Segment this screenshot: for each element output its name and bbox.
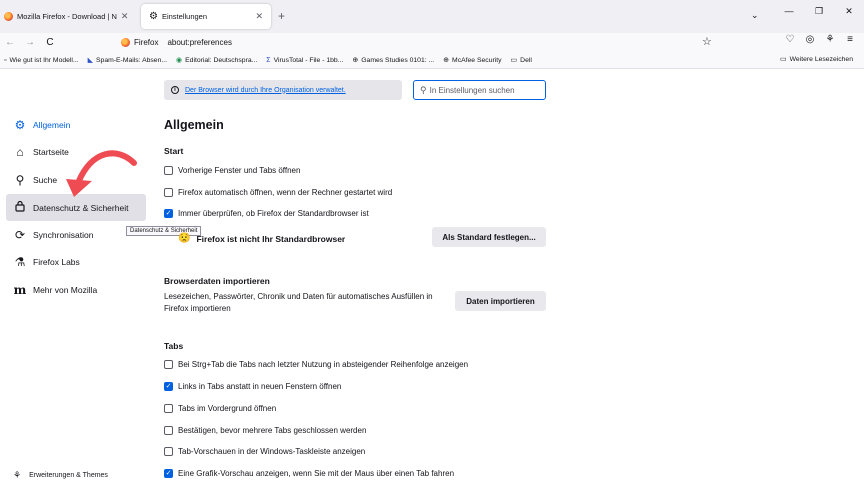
sidebar-item-label: Suche [33, 175, 58, 185]
home-icon: ⌂ [16, 145, 24, 159]
page-title: Allgemein [164, 118, 224, 132]
folder-icon: ▭ [510, 57, 518, 64]
gear-icon: ⚙ [14, 118, 26, 132]
page-icon: ▫ [4, 56, 7, 64]
checkbox-checked[interactable]: ✓ [165, 383, 172, 390]
search-icon: ⚲ [15, 173, 25, 187]
checkbox-label: Bestätigen, bevor mehrere Tabs geschlossen werden [178, 426, 367, 435]
tab-label: Einstellungen [161, 12, 208, 21]
virustotal-icon: Σ [266, 56, 271, 64]
bookmark-label: Wie gut ist Ihr Modell... [9, 56, 79, 64]
menu-icon[interactable]: ≡ [847, 34, 853, 45]
bookmark-item[interactable] [176, 56, 257, 64]
gear-icon: ⚙ [149, 11, 158, 22]
checkbox[interactable] [164, 404, 173, 413]
url-bar[interactable] [121, 33, 232, 52]
checkbox-check-default[interactable] [164, 209, 369, 218]
back-button[interactable]: ← [5, 37, 15, 48]
sync-icon: ⟳ [14, 228, 26, 242]
checkbox-label: Links in Tabs anstatt in neuen Fenstern öffnen [178, 382, 342, 391]
set-default-button[interactable]: Als Standard festlegen... [432, 227, 546, 247]
sidebar-item-general[interactable] [6, 112, 146, 138]
checkbox-confirm-close[interactable] [164, 426, 366, 435]
extensions-icon[interactable]: ⚘ [825, 34, 835, 45]
search-icon: ⚲ [420, 84, 427, 95]
bookmark-label: Editorial: Deutschspra... [185, 56, 258, 64]
site-identity[interactable] [121, 38, 158, 47]
minimize-button[interactable]: — [784, 6, 794, 16]
mozilla-m-icon: m [13, 283, 27, 297]
maximize-button[interactable]: ❐ [814, 6, 824, 16]
tab-strip [0, 0, 864, 33]
checkbox-label: Bei Strg+Tab die Tabs nach letzter Nutzung in absteigender Reihenfolge anzeigen [178, 360, 469, 369]
sidebar-extensions-themes[interactable] [13, 470, 108, 481]
tab-label: Mozilla Firefox - Download | N [17, 12, 117, 21]
bookmark-label: Games Studies 0101: ... [361, 56, 435, 64]
site-icon: ◉ [176, 57, 183, 64]
sidebar-item-firefox-labs[interactable] [6, 249, 146, 275]
folder-icon: ▭ [780, 56, 787, 63]
reload-button[interactable]: C [46, 37, 54, 48]
sidebar-item-label: Allgemein [33, 120, 71, 130]
sad-face-icon: 😟 [178, 233, 191, 244]
sidebar-extensions-label: Erweiterungen & Themes [29, 472, 108, 479]
section-heading-import: Browserdaten importieren [164, 276, 270, 286]
tooltip: Datenschutz & Sicherheit [126, 226, 201, 236]
forward-button[interactable]: → [25, 37, 35, 48]
firefox-logo-icon [121, 38, 130, 47]
settings-search-input[interactable] [413, 80, 546, 100]
checkbox-checked[interactable]: ✓ [165, 210, 172, 217]
default-browser-message: Firefox ist nicht Ihr Standardbrowser [196, 233, 346, 244]
tab-list-chevron-icon[interactable]: ⌄ [751, 10, 759, 20]
firefox-favicon-icon [4, 12, 13, 21]
policy-link[interactable]: Der Browser wird durch Ihre Organisation verwaltet. [185, 86, 346, 94]
checkbox-taskbar-previews[interactable] [164, 447, 365, 456]
close-tab-icon[interactable]: ✕ [255, 11, 263, 21]
bookmark-item[interactable] [88, 56, 167, 64]
sidebar-item-label: Mehr von Mozilla [33, 285, 98, 295]
checkbox-label: Tab-Vorschauen in der Windows-Taskleiste anzeigen [178, 447, 366, 456]
globe-icon: ⊕ [443, 57, 450, 64]
toolbar-right-icons [780, 34, 860, 45]
section-heading-tabs: Tabs [164, 341, 184, 351]
checkbox-foreground-tabs[interactable] [164, 404, 276, 413]
checkbox-links-in-tabs[interactable] [164, 382, 341, 391]
annotation-arrow [62, 147, 142, 199]
checkbox-hover-preview[interactable] [164, 469, 454, 478]
sidebar-item-label: Firefox Labs [33, 257, 80, 267]
section-heading-start: Start [164, 146, 184, 156]
other-bookmarks-label: Weitere Lesezeichen [789, 55, 853, 63]
tab-firefox-download[interactable] [0, 4, 138, 29]
sidebar-item-label: Synchronisation [33, 230, 94, 240]
checkbox[interactable] [164, 166, 173, 175]
sidebar-item-label: Datenschutz & Sicherheit [33, 202, 129, 213]
bookmark-item[interactable] [266, 57, 343, 64]
bookmark-folder[interactable] [511, 56, 532, 64]
puzzle-icon: ⚘ [13, 470, 22, 480]
mozilla-icon: ◣ [87, 57, 93, 64]
globe-icon: ⊕ [352, 57, 359, 64]
checkbox-autostart[interactable] [164, 188, 392, 197]
navigation-toolbar [0, 33, 864, 52]
window-controls [774, 6, 864, 17]
bookmarks-toolbar [0, 52, 864, 69]
bookmark-item[interactable] [4, 57, 79, 64]
close-tab-icon[interactable]: ✕ [120, 11, 129, 21]
bookmark-label: Spam-E-Mails: Absen... [96, 56, 168, 64]
checkbox[interactable] [164, 360, 173, 369]
import-data-button[interactable]: Daten importieren [455, 291, 546, 311]
lock-icon [13, 200, 27, 215]
checkbox-label: Immer überprüfen, ob Firefox der Standardbrowser ist [178, 209, 369, 218]
policy-notice [164, 80, 402, 100]
identity-label: Firefox [134, 38, 159, 47]
checkbox-label: Firefox automatisch öffnen, wenn der Rechner gestartet wird [178, 188, 393, 197]
new-tab-button[interactable]: + [278, 9, 286, 23]
bookmark-label: Dell [520, 56, 532, 64]
url-text[interactable]: about:preferences [167, 38, 232, 47]
checkbox-label: Eine Grafik-Vorschau anzeigen, wenn Sie mit der Maus über einen Tab fahren [178, 469, 455, 478]
checkbox[interactable] [164, 447, 173, 456]
default-browser-status [178, 233, 345, 244]
checkbox-checked[interactable]: ✓ [165, 470, 172, 477]
sidebar-item-sync[interactable] [6, 222, 146, 248]
info-icon: i [171, 86, 179, 94]
checkbox-label: Tabs im Vordergrund öffnen [178, 404, 277, 413]
checkbox[interactable] [164, 426, 173, 435]
checkbox-label: Vorherige Fenster und Tabs öffnen [178, 166, 301, 175]
checkbox-restore-session[interactable] [164, 166, 300, 175]
bookmark-label: VirusTotal - File - 1bb... [273, 56, 344, 64]
bookmark-label: McAfee Security [452, 56, 502, 64]
sidebar-item-more-from-mozilla[interactable] [6, 277, 146, 303]
bookmark-item[interactable] [443, 56, 501, 64]
account-icon[interactable]: ◎ [805, 34, 815, 45]
bookmark-star-icon[interactable]: ☆ [702, 36, 712, 48]
checkbox-ctrl-tab-order[interactable] [164, 360, 468, 369]
import-description: Lesezeichen, Passwörter, Chronik und Daten für automatisches Ausfüllen in Firefox importieren [164, 292, 433, 313]
pocket-icon[interactable]: ♡ [785, 34, 795, 45]
sidebar-item-label: Startseite [33, 147, 69, 157]
other-bookmarks[interactable] [780, 55, 853, 63]
tab-settings[interactable] [141, 4, 271, 29]
search-placeholder[interactable]: In Einstellungen suchen [429, 85, 515, 95]
checkbox[interactable] [164, 188, 173, 197]
close-window-button[interactable]: ✕ [845, 6, 853, 16]
flask-icon: ⚗ [14, 255, 26, 269]
bookmark-item[interactable] [352, 56, 434, 64]
